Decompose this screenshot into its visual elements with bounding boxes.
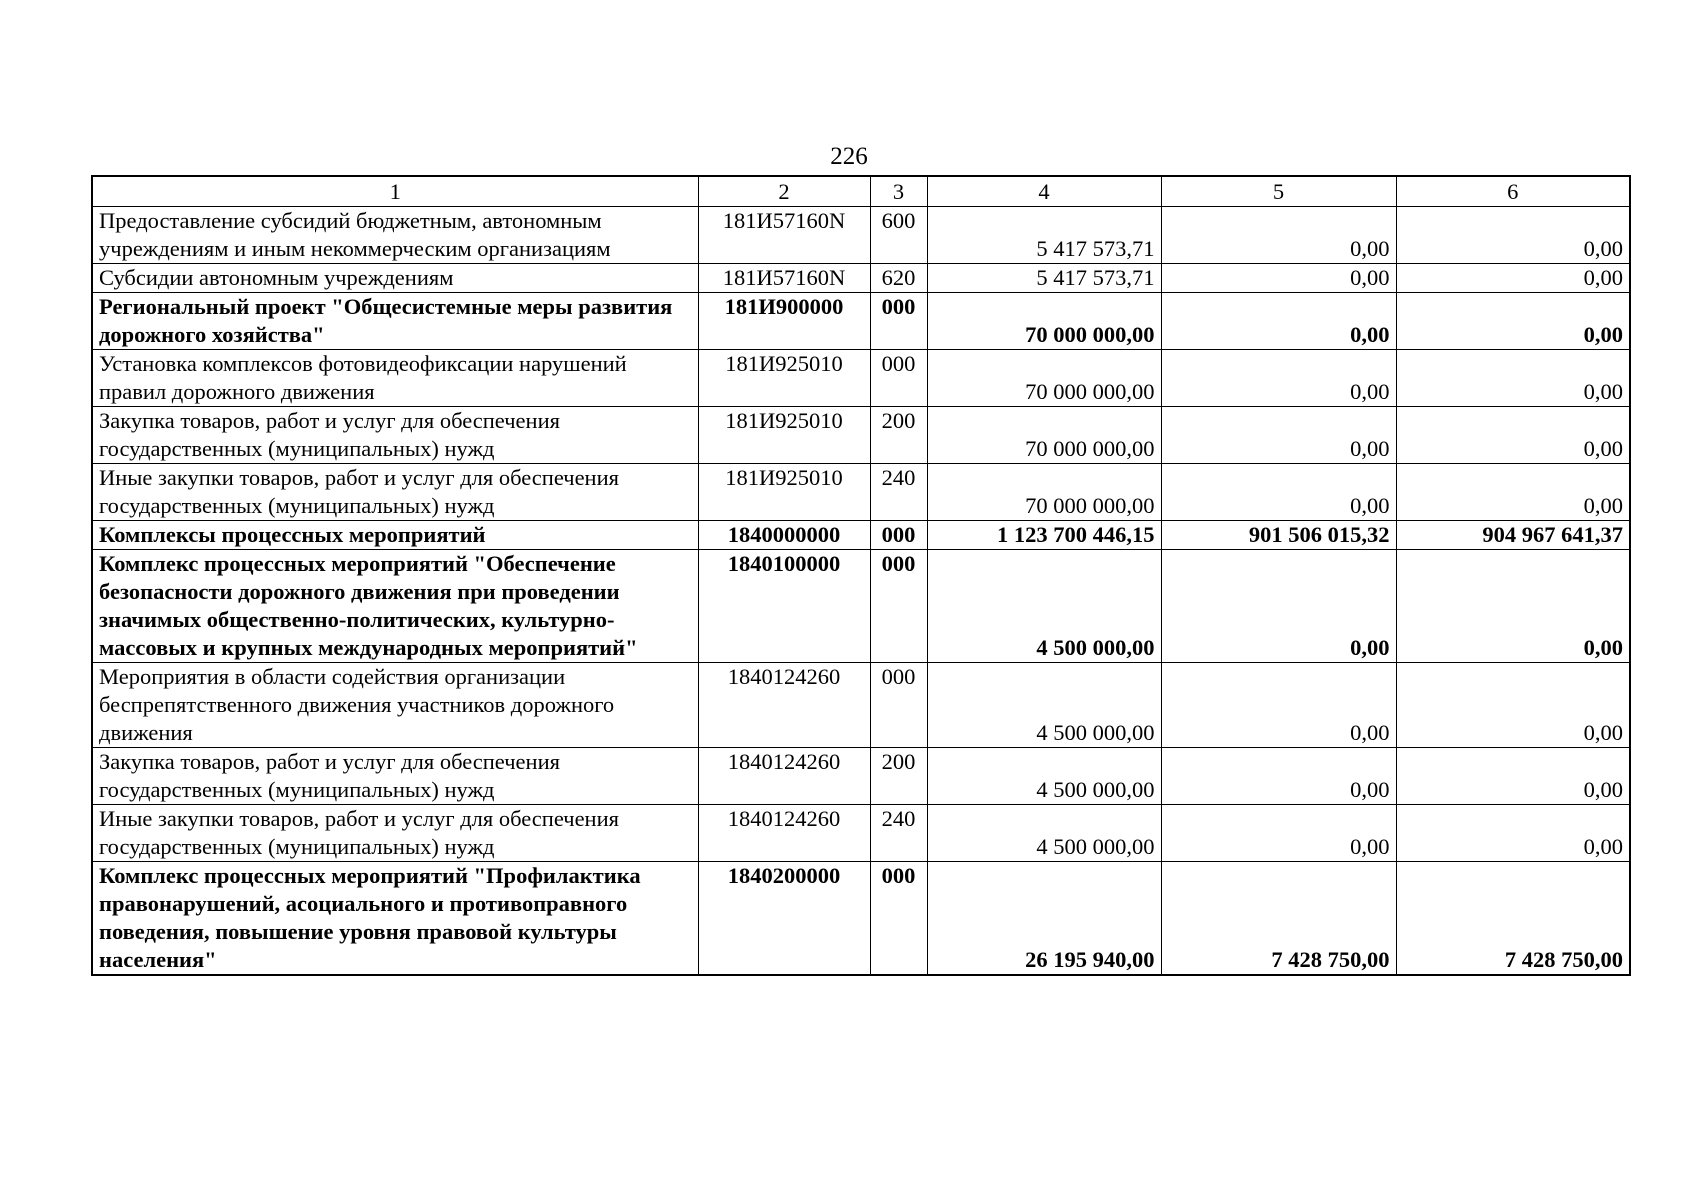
- row-type: 000: [870, 862, 927, 976]
- row-code: 1840200000: [698, 862, 870, 976]
- row-value-6: 0,00: [1396, 464, 1630, 521]
- column-header-1: 1: [92, 176, 698, 207]
- row-value-4: 4 500 000,00: [927, 805, 1161, 862]
- table-row: [92, 805, 1630, 862]
- row-name: Установка комплексов фотовидеофиксации нарушений правил дорожного движения: [92, 350, 698, 407]
- table-row: [92, 521, 1630, 550]
- row-value-6: 904 967 641,37: [1396, 521, 1630, 550]
- row-type: 200: [870, 407, 927, 464]
- row-name: Региональный проект "Общесистемные меры развития дорожного хозяйства": [92, 293, 698, 350]
- row-value-5: 0,00: [1161, 464, 1396, 521]
- row-value-6: 0,00: [1396, 207, 1630, 264]
- row-value-4: 5 417 573,71: [927, 264, 1161, 293]
- row-code: 181И925010: [698, 350, 870, 407]
- row-value-6: 0,00: [1396, 805, 1630, 862]
- row-value-6: 0,00: [1396, 663, 1630, 748]
- row-name: Субсидии автономным учреждениям: [92, 264, 698, 293]
- row-type: 000: [870, 550, 927, 663]
- table-row: [92, 663, 1630, 748]
- column-header-2: 2: [698, 176, 870, 207]
- row-value-5: 0,00: [1161, 663, 1396, 748]
- row-name: Комплекс процессных мероприятий "Обеспечение безопасности дорожного движения при проведении значимых общественно-политических, культурно-массовых и крупных международных мероприятий": [92, 550, 698, 663]
- row-value-5: 0,00: [1161, 407, 1396, 464]
- row-code: 181И925010: [698, 407, 870, 464]
- row-value-5: 0,00: [1161, 550, 1396, 663]
- row-value-6: 0,00: [1396, 350, 1630, 407]
- row-type: 000: [870, 521, 927, 550]
- table-row: [92, 264, 1630, 293]
- column-header-6: 6: [1396, 176, 1630, 207]
- row-name: Мероприятия в области содействия организации беспрепятственного движения участников дорожного движения: [92, 663, 698, 748]
- row-value-5: 0,00: [1161, 264, 1396, 293]
- row-code: 1840124260: [698, 663, 870, 748]
- row-value-4: 70 000 000,00: [927, 464, 1161, 521]
- table-row: [92, 407, 1630, 464]
- row-value-6: 0,00: [1396, 264, 1630, 293]
- row-name: Закупка товаров, работ и услуг для обеспечения государственных (муниципальных) нужд: [92, 407, 698, 464]
- row-name: Комплексы процессных мероприятий: [92, 521, 698, 550]
- row-code: 1840124260: [698, 805, 870, 862]
- row-value-6: 0,00: [1396, 748, 1630, 805]
- row-type: 000: [870, 663, 927, 748]
- page-number: 226: [830, 143, 868, 170]
- row-value-5: 0,00: [1161, 350, 1396, 407]
- row-value-4: 5 417 573,71: [927, 207, 1161, 264]
- budget-table: [91, 175, 1631, 976]
- row-type: 240: [870, 805, 927, 862]
- row-code: 181И925010: [698, 464, 870, 521]
- row-value-6: 0,00: [1396, 407, 1630, 464]
- row-value-6: 7 428 750,00: [1396, 862, 1630, 976]
- table-row: [92, 550, 1630, 663]
- table-row: [92, 207, 1630, 264]
- row-type: 240: [870, 464, 927, 521]
- row-value-4: 4 500 000,00: [927, 550, 1161, 663]
- row-type: 000: [870, 350, 927, 407]
- column-header-4: 4: [927, 176, 1161, 207]
- row-value-5: 7 428 750,00: [1161, 862, 1396, 976]
- row-value-4: 4 500 000,00: [927, 663, 1161, 748]
- row-name: Закупка товаров, работ и услуг для обеспечения государственных (муниципальных) нужд: [92, 748, 698, 805]
- row-name: Предоставление субсидий бюджетным, автономным учреждениям и иным некоммерческим организациям: [92, 207, 698, 264]
- table-row: [92, 862, 1630, 976]
- row-type: 620: [870, 264, 927, 293]
- table-header-row: [92, 176, 1630, 207]
- row-code: 1840124260: [698, 748, 870, 805]
- row-code: 181И57160N: [698, 264, 870, 293]
- table-row: [92, 464, 1630, 521]
- row-value-4: 70 000 000,00: [927, 293, 1161, 350]
- column-header-3: 3: [870, 176, 927, 207]
- row-code: 1840100000: [698, 550, 870, 663]
- row-value-5: 0,00: [1161, 207, 1396, 264]
- row-name: Комплекс процессных мероприятий "Профилактика правонарушений, асоциального и противоправного поведения, повышение уровня правовой культуры населения": [92, 862, 698, 976]
- row-code: 1840000000: [698, 521, 870, 550]
- row-value-5: 901 506 015,32: [1161, 521, 1396, 550]
- table-row: [92, 748, 1630, 805]
- row-type: 200: [870, 748, 927, 805]
- row-value-5: 0,00: [1161, 293, 1396, 350]
- row-value-5: 0,00: [1161, 805, 1396, 862]
- table-row: [92, 350, 1630, 407]
- row-value-4: 1 123 700 446,15: [927, 521, 1161, 550]
- row-code: 181И57160N: [698, 207, 870, 264]
- row-value-6: 0,00: [1396, 293, 1630, 350]
- row-value-5: 0,00: [1161, 748, 1396, 805]
- row-value-6: 0,00: [1396, 550, 1630, 663]
- row-value-4: 70 000 000,00: [927, 407, 1161, 464]
- column-header-5: 5: [1161, 176, 1396, 207]
- row-code: 181И900000: [698, 293, 870, 350]
- row-value-4: 4 500 000,00: [927, 748, 1161, 805]
- row-name: Иные закупки товаров, работ и услуг для обеспечения государственных (муниципальных) нужд: [92, 464, 698, 521]
- row-value-4: 26 195 940,00: [927, 862, 1161, 976]
- budget-table-body: [92, 176, 1630, 975]
- row-value-4: 70 000 000,00: [927, 350, 1161, 407]
- row-name: Иные закупки товаров, работ и услуг для обеспечения государственных (муниципальных) нужд: [92, 805, 698, 862]
- table-row: [92, 293, 1630, 350]
- row-type: 600: [870, 207, 927, 264]
- row-type: 000: [870, 293, 927, 350]
